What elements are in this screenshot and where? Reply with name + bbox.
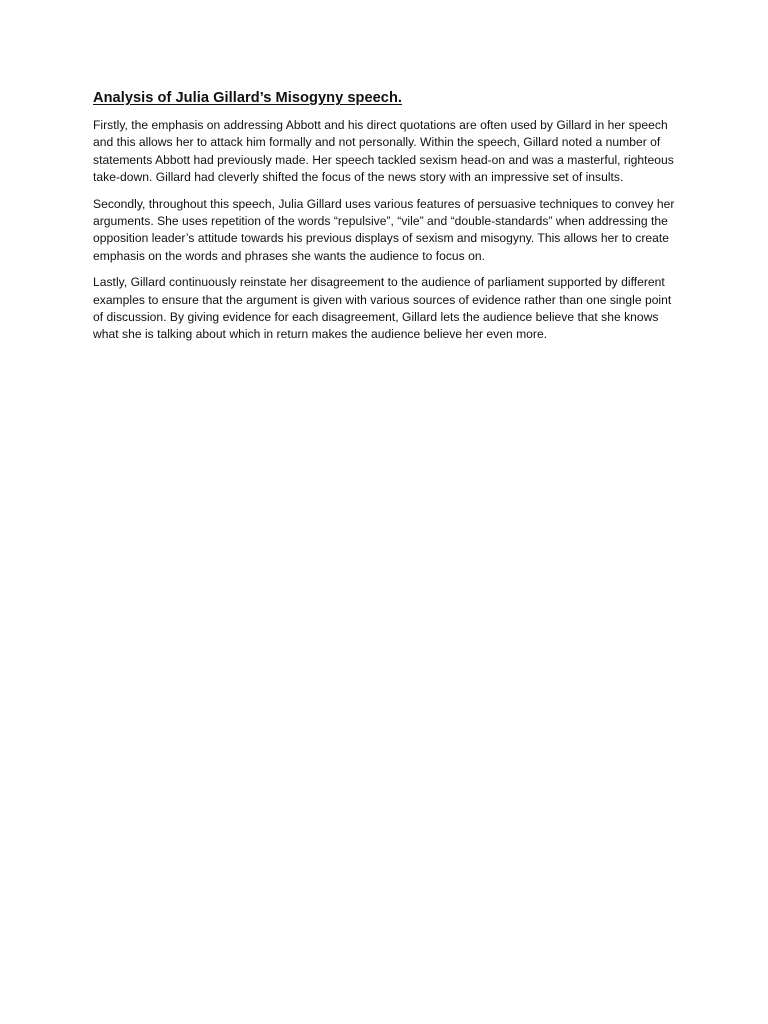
paragraph-1: Firstly, the emphasis on addressing Abbott and his direct quotations are often used by Gillard in her speech and this allows her to attack him formally and not personally. Within the speech, Gillard noted a number of statements Abbott had previously made. Her speech tackled sexism head-on and was a masterful, righteous take-down. Gillard had cleverly shifted the focus of the news story with an impressive set of insults. [93, 118, 674, 185]
document-title: Analysis of Julia Gillard’s Misogyny speech. [93, 90, 403, 106]
paragraph-2: Secondly, throughout this speech, Julia Gillard uses various features of persuasive techniques to convey her arguments. She uses repetition of the words “repulsive”, “vile” and “double-standards” when addressing the opposition leader’s attitude towards his previous displays of sexism and misogyny. This allows her to create emphasis on the words and phrases she wants the audience to focus on. [93, 196, 675, 263]
document-body [93, 89, 677, 353]
paragraph-3: Lastly, Gillard continuously reinstate her disagreement to the audience of parliament supported by different examples to ensure that the argument is given with various sources of evidence rather than one single point of discussion. By giving evidence for each disagreement, Gillard lets the audience believe that she knows what she is talking about which in return makes the audience believe her even more. [93, 275, 672, 342]
